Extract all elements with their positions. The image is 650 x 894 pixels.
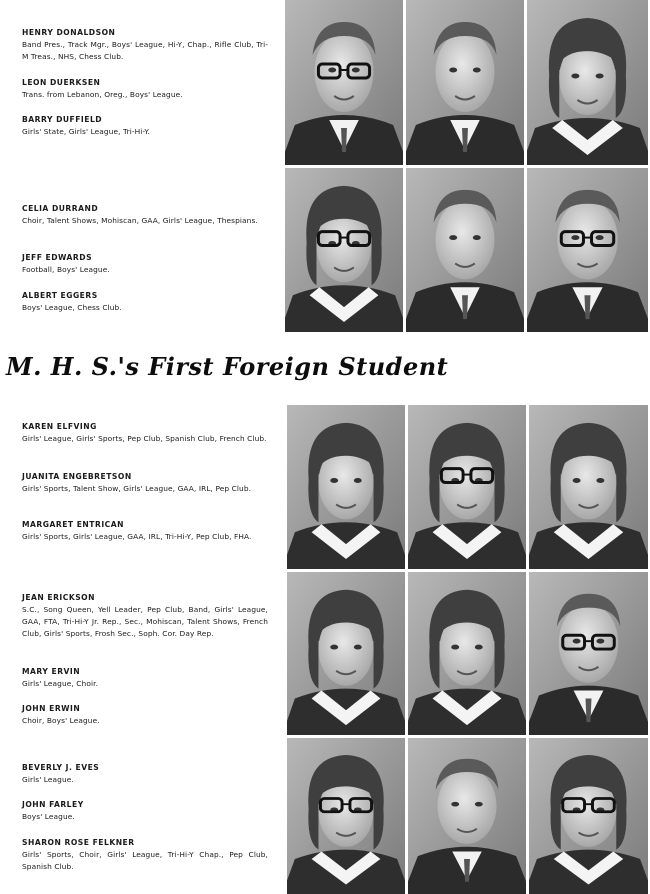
student-name: JEAN ERICKSON: [22, 593, 95, 602]
student-name: LEON DUERKSEN: [22, 78, 101, 87]
student-activities: Choir, Talent Shows, Mohiscan, GAA, Girls' League, Thespians.: [22, 216, 258, 225]
student-entry: [22, 115, 268, 138]
student-name: JUANITA ENGEBRETSON: [22, 472, 132, 481]
student-activities: Girls' Sports, Girls' League, GAA, IRL, Tri-Hi-Y, Pep Club, FHA.: [22, 532, 252, 541]
portrait-photo: [408, 572, 526, 735]
student-activities: Band Pres., Track Mgr., Boys' League, Hi-Y, Chap., Rifle Club, Tri-M Treas., NHS, Chess Club.: [22, 40, 268, 61]
student-activities: Football, Boys' League.: [22, 265, 110, 274]
student-entry: [22, 667, 268, 690]
portrait-photo: [287, 405, 405, 569]
student-entry: [22, 763, 268, 786]
student-name: BARRY DUFFIELD: [22, 115, 103, 124]
student-entry: [22, 204, 268, 227]
student-name: MARGARET ENTRICAN: [22, 520, 124, 529]
student-activities: Girls' State, Girls' League, Tri-Hi-Y.: [22, 127, 150, 136]
student-activities: Trans. from Lebanon, Oreg., Boys' League.: [22, 90, 183, 99]
student-entry: [22, 838, 268, 873]
student-activities: Girls' Sports, Talent Show, Girls' League, GAA, IRL, Pep Club.: [22, 484, 252, 493]
student-name: HENRY DONALDSON: [22, 28, 116, 37]
student-entry: [22, 520, 268, 543]
student-entry: [22, 253, 268, 276]
student-activities: Girls' League, Girls' Sports, Pep Club, Spanish Club, French Club.: [22, 434, 267, 443]
portrait-photo: [529, 738, 648, 894]
student-name: JOHN FARLEY: [22, 800, 84, 809]
student-entry: [22, 28, 268, 63]
portrait-photo: [285, 168, 403, 332]
student-activities: Girls' Sports, Choir, Girls' League, Tri-Hi-Y Chap., Pep Club, Spanish Club.: [22, 850, 268, 871]
portrait-photo: [287, 572, 405, 735]
portrait-photo: [285, 0, 403, 165]
student-name: CELIA DURRAND: [22, 204, 99, 213]
student-entry: [22, 800, 268, 823]
portrait-photo: [406, 168, 524, 332]
student-name: SHARON ROSE FELKNER: [22, 838, 135, 847]
portrait-photo: [408, 405, 526, 569]
student-name: JOHN ERWIN: [22, 704, 81, 713]
portrait-photo: [527, 0, 648, 165]
portrait-photo: [529, 572, 648, 735]
student-entry: [22, 78, 268, 101]
student-entry: [22, 704, 268, 727]
portrait-photo: [406, 0, 524, 165]
student-entry: [22, 593, 268, 640]
student-entry: [22, 472, 268, 495]
student-activities: Girls' League.: [22, 775, 74, 784]
portrait-photo: [287, 738, 405, 894]
student-name: MARY ERVIN: [22, 667, 81, 676]
student-activities: S.C., Song Queen, Yell Leader, Pep Club, Band, Girls' League, GAA, FTA, Tri-Hi-Y Jr. Rep., Sec., Mohiscan, Talent Shows, French Club, Girls' Sports, Frosh Sec., Soph. Cor. Day Rep.: [22, 605, 268, 638]
student-activities: Boys' League.: [22, 812, 75, 821]
student-entry: [22, 422, 268, 445]
student-activities: Girls' League, Choir.: [22, 679, 99, 688]
portrait-photo: [529, 405, 648, 569]
student-entry: [22, 291, 268, 314]
student-name: KAREN ELFVING: [22, 422, 97, 431]
student-name: JEFF EDWARDS: [22, 253, 93, 262]
portrait-photo: [408, 738, 526, 894]
portrait-photo: [527, 168, 648, 332]
student-activities: Boys' League, Chess Club.: [22, 303, 122, 312]
student-activities: Choir, Boys' League.: [22, 716, 100, 725]
student-name: BEVERLY J. EVES: [22, 763, 100, 772]
section-headline: M. H. S.'s First Foreign Student: [6, 352, 449, 381]
student-name: ALBERT EGGERS: [22, 291, 98, 300]
